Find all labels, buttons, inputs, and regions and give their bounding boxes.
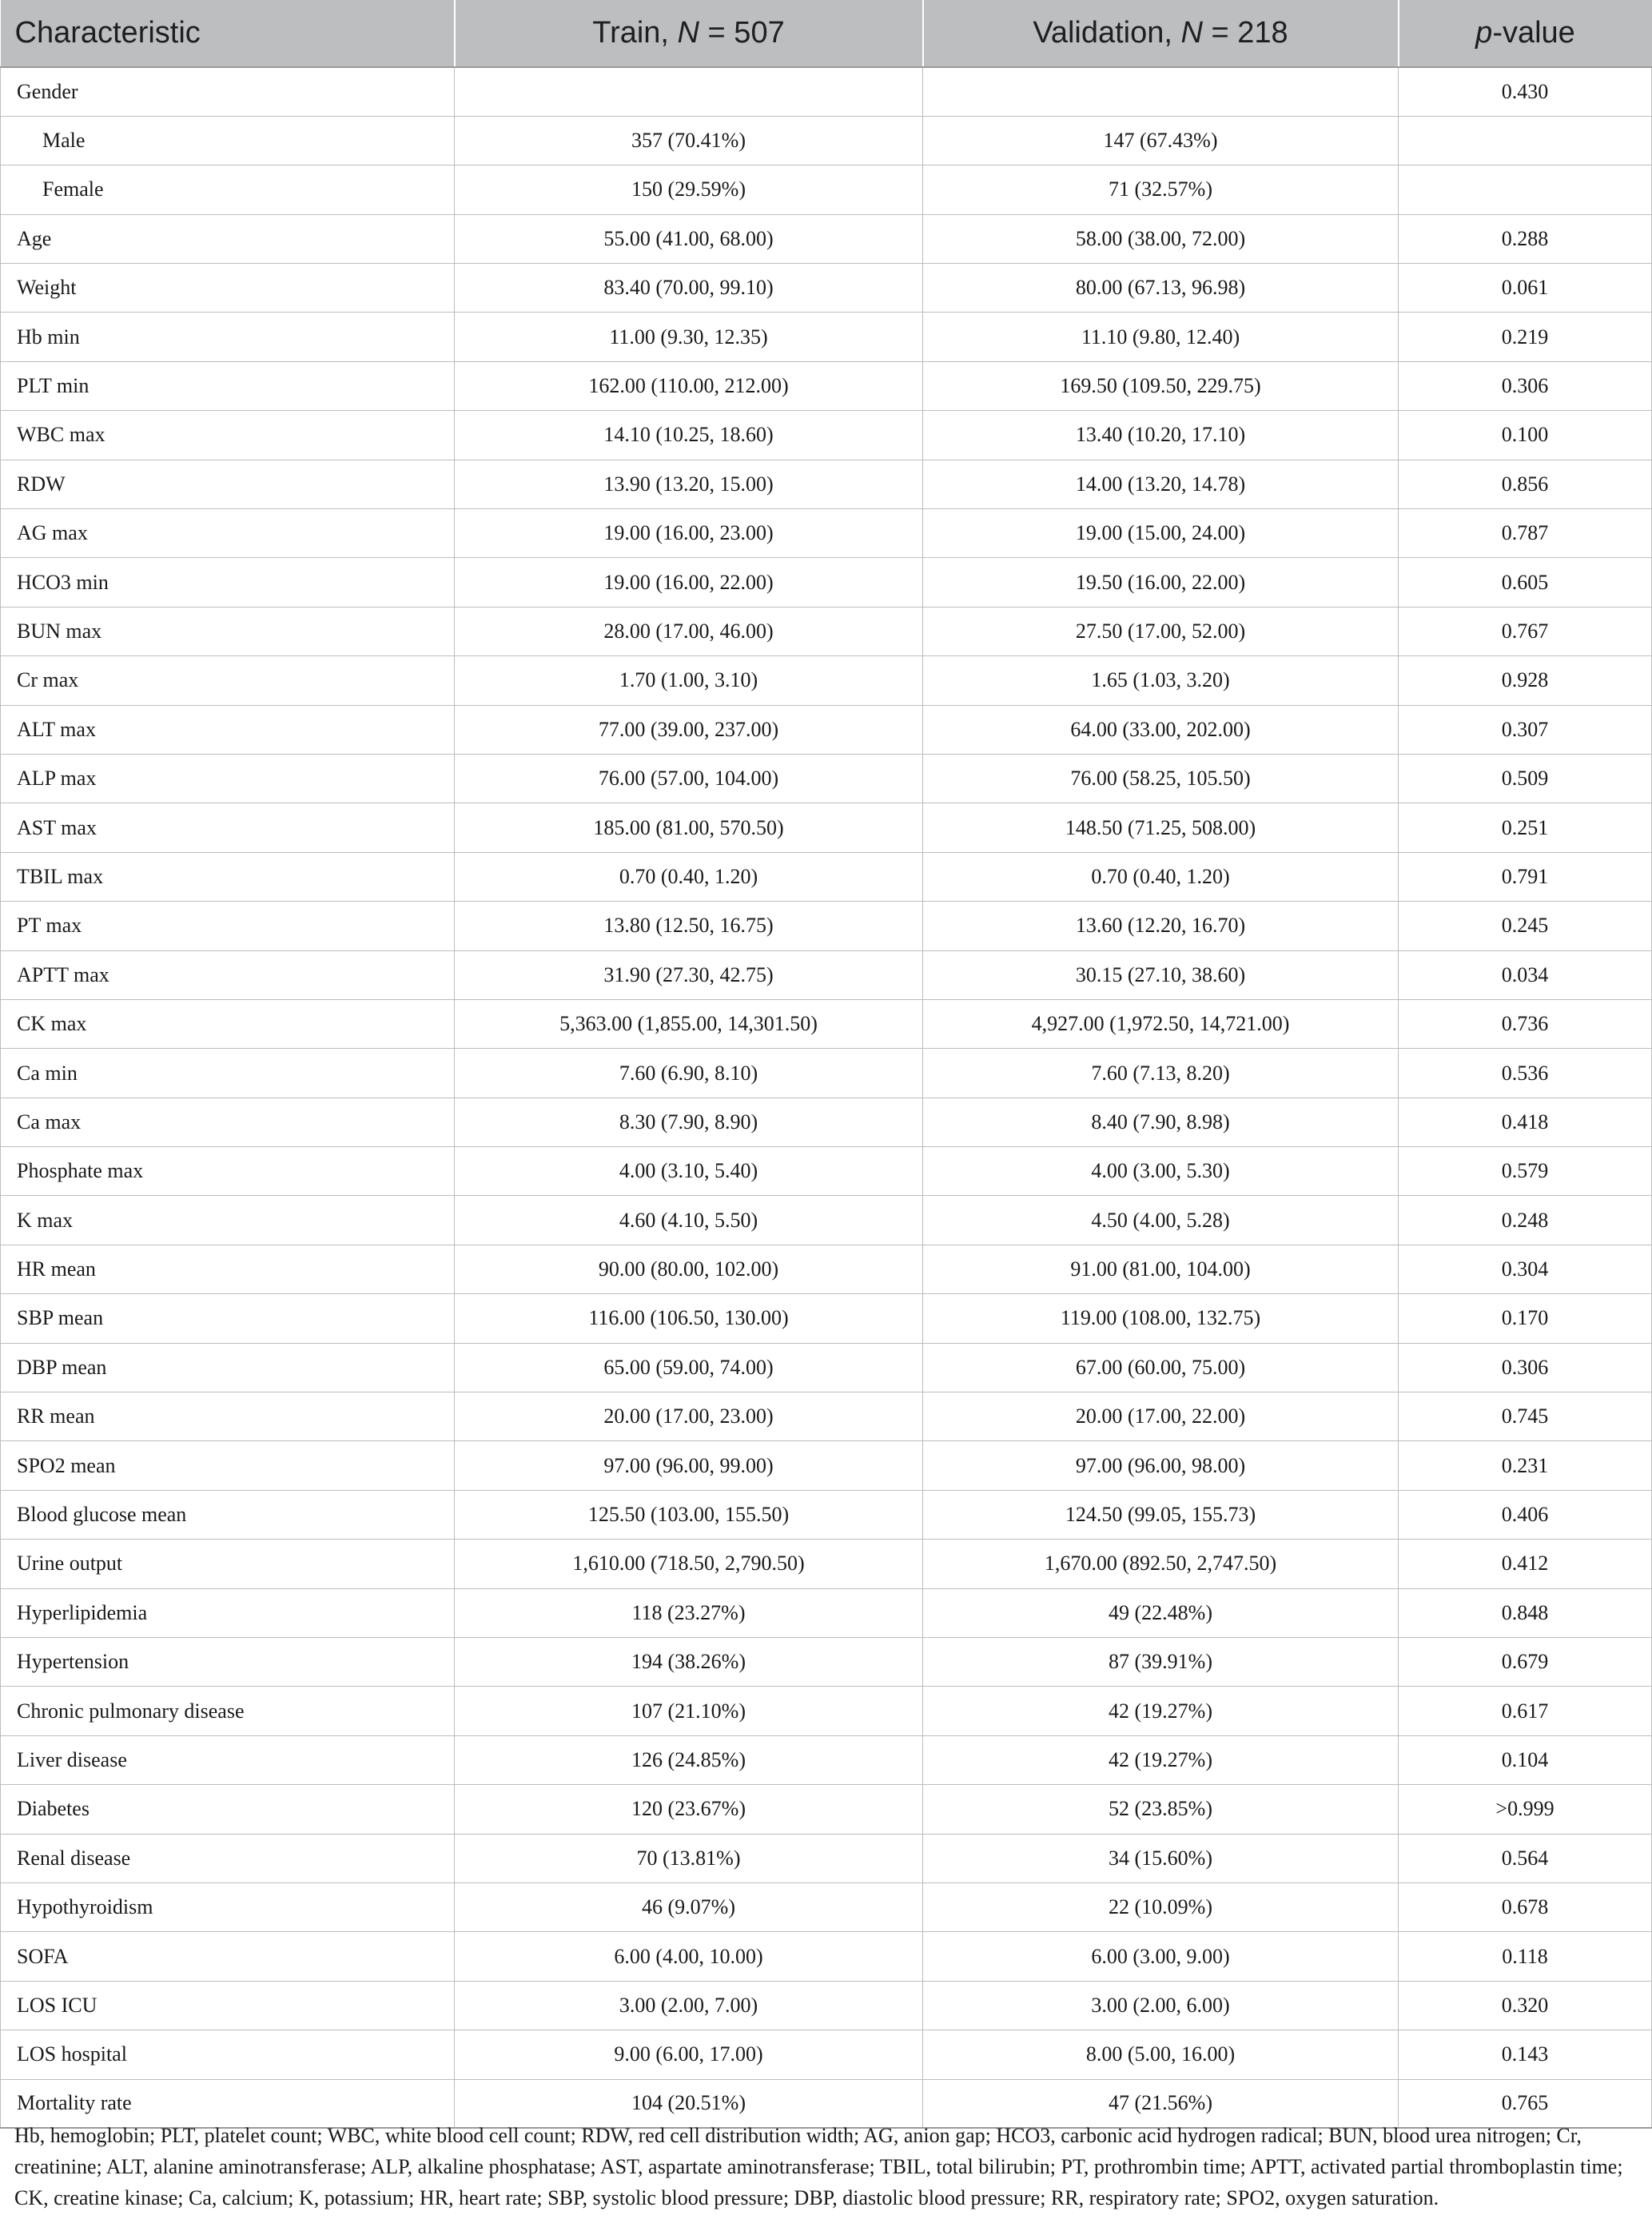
cell-validation: 49 (22.48%) [923, 1588, 1399, 1637]
cell-train: 65.00 (59.00, 74.00) [455, 1343, 923, 1392]
table-row [1, 1638, 1652, 1687]
cell-train: 118 (23.27%) [455, 1588, 923, 1637]
cell-pvalue: 0.767 [1399, 607, 1652, 655]
cell-pvalue: 0.928 [1399, 656, 1652, 705]
cell-characteristic: Hypothyroidism [1, 1882, 455, 1931]
cell-characteristic: DBP mean [1, 1343, 455, 1392]
cell-characteristic: APTT max [1, 950, 455, 999]
table-row [1, 1245, 1652, 1293]
cell-validation: 80.00 (67.13, 96.98) [923, 264, 1399, 313]
cell-pvalue: 0.219 [1399, 313, 1652, 361]
cell-train: 76.00 (57.00, 104.00) [455, 754, 923, 803]
cell-validation: 6.00 (3.00, 9.00) [923, 1932, 1399, 1981]
table-row [1, 705, 1652, 754]
cell-train: 120 (23.67%) [455, 1785, 923, 1834]
table-row [1, 1882, 1652, 1931]
cell-pvalue: 0.118 [1399, 1932, 1652, 1981]
table-row [1, 2030, 1652, 2079]
table-row [1, 411, 1652, 460]
cell-validation: 71 (32.57%) [923, 165, 1399, 214]
cell-train: 3.00 (2.00, 7.00) [455, 1981, 923, 2030]
cell-validation: 76.00 (58.25, 105.50) [923, 754, 1399, 803]
cell-characteristic: Ca max [1, 1098, 455, 1146]
cell-pvalue: 0.100 [1399, 411, 1652, 460]
table-row [1, 803, 1652, 852]
cell-train: 1,610.00 (718.50, 2,790.50) [455, 1540, 923, 1588]
cell-pvalue: 0.736 [1399, 999, 1652, 1048]
cell-validation: 19.50 (16.00, 22.00) [923, 558, 1399, 607]
table-row [1, 1294, 1652, 1343]
table-row [1, 313, 1652, 361]
table-row [1, 509, 1652, 558]
table-row [1, 214, 1652, 263]
cell-pvalue: 0.856 [1399, 460, 1652, 508]
cell-characteristic: LOS hospital [1, 2030, 455, 2079]
cell-train: 104 (20.51%) [455, 2079, 923, 2128]
cell-characteristic: Cr max [1, 656, 455, 705]
cell-validation: 19.00 (15.00, 24.00) [923, 509, 1399, 558]
cell-characteristic: Hb min [1, 313, 455, 361]
table-row [1, 116, 1652, 165]
cell-pvalue: 0.678 [1399, 1882, 1652, 1931]
cell-train: 150 (29.59%) [455, 165, 923, 214]
table-row [1, 1687, 1652, 1735]
cell-pvalue: 0.143 [1399, 2030, 1652, 2079]
cell-validation: 97.00 (96.00, 98.00) [923, 1441, 1399, 1490]
cell-validation: 1.65 (1.03, 3.20) [923, 656, 1399, 705]
cell-pvalue: 0.306 [1399, 1343, 1652, 1392]
cell-train: 1.70 (1.00, 3.10) [455, 656, 923, 705]
header-characteristic [1, 0, 455, 67]
cell-train: 9.00 (6.00, 17.00) [455, 2030, 923, 2079]
table-row [1, 558, 1652, 607]
cell-train [455, 67, 923, 116]
table-row [1, 950, 1652, 999]
cell-characteristic: SPO2 mean [1, 1441, 455, 1490]
cell-train: 5,363.00 (1,855.00, 14,301.50) [455, 999, 923, 1048]
cell-pvalue: 0.564 [1399, 1834, 1652, 1882]
header-pvalue-suffix: -value [1492, 16, 1575, 50]
cell-validation: 3.00 (2.00, 6.00) [923, 1981, 1399, 2030]
cell-validation: 148.50 (71.25, 508.00) [923, 803, 1399, 852]
cell-validation: 119.00 (108.00, 132.75) [923, 1294, 1399, 1343]
cell-train: 83.40 (70.00, 99.10) [455, 264, 923, 313]
cell-validation: 4,927.00 (1,972.50, 14,721.00) [923, 999, 1399, 1048]
cell-train: 6.00 (4.00, 10.00) [455, 1932, 923, 1981]
cell-characteristic: Renal disease [1, 1834, 455, 1882]
cell-validation: 124.50 (99.05, 155.73) [923, 1490, 1399, 1539]
header-train-prefix: Train, [592, 16, 678, 50]
cell-pvalue: 0.406 [1399, 1490, 1652, 1539]
cell-characteristic: Urine output [1, 1540, 455, 1588]
cell-train: 116.00 (106.50, 130.00) [455, 1294, 923, 1343]
header-validation-suffix: = 218 [1202, 16, 1288, 50]
cell-validation: 147 (67.43%) [923, 116, 1399, 165]
cell-characteristic: Mortality rate [1, 2079, 455, 2128]
cell-train: 357 (70.41%) [455, 116, 923, 165]
cell-validation: 13.40 (10.20, 17.10) [923, 411, 1399, 460]
cell-characteristic: HCO3 min [1, 558, 455, 607]
cell-validation: 27.50 (17.00, 52.00) [923, 607, 1399, 655]
cell-characteristic: AST max [1, 803, 455, 852]
cell-validation: 67.00 (60.00, 75.00) [923, 1343, 1399, 1392]
cell-characteristic: SBP mean [1, 1294, 455, 1343]
cell-characteristic: Diabetes [1, 1785, 455, 1834]
header-validation [923, 0, 1399, 67]
table-header [1, 0, 1652, 67]
header-train [455, 0, 923, 67]
table-row [1, 1147, 1652, 1196]
table-body [1, 67, 1652, 2128]
table-row [1, 1981, 1652, 2030]
cell-train: 8.30 (7.90, 8.90) [455, 1098, 923, 1146]
cell-characteristic: WBC max [1, 411, 455, 460]
table-row [1, 1196, 1652, 1245]
header-validation-prefix: Validation, [1033, 16, 1181, 50]
cell-characteristic: BUN max [1, 607, 455, 655]
cell-train: 90.00 (80.00, 102.00) [455, 1245, 923, 1293]
cell-pvalue: >0.999 [1399, 1785, 1652, 1834]
header-pvalue-p: p [1475, 16, 1493, 50]
cell-validation: 87 (39.91%) [923, 1638, 1399, 1687]
table-row [1, 1540, 1652, 1588]
cell-characteristic: Ca min [1, 1049, 455, 1098]
cell-pvalue: 0.251 [1399, 803, 1652, 852]
cell-validation: 30.15 (27.10, 38.60) [923, 950, 1399, 999]
cell-characteristic: SOFA [1, 1932, 455, 1981]
cell-validation: 169.50 (109.50, 229.75) [923, 361, 1399, 410]
table-row [1, 1441, 1652, 1490]
table-row [1, 1588, 1652, 1637]
cell-characteristic: Age [1, 214, 455, 263]
cell-validation: 42 (19.27%) [923, 1735, 1399, 1784]
cell-train: 4.60 (4.10, 5.50) [455, 1196, 923, 1245]
table-row [1, 852, 1652, 901]
cell-train: 13.90 (13.20, 15.00) [455, 460, 923, 508]
cell-train: 194 (38.26%) [455, 1638, 923, 1687]
cell-pvalue: 0.787 [1399, 509, 1652, 558]
cell-pvalue: 0.430 [1399, 67, 1652, 116]
header-characteristic-label: Characteristic [14, 16, 201, 50]
cell-pvalue: 0.617 [1399, 1687, 1652, 1735]
cell-validation: 42 (19.27%) [923, 1687, 1399, 1735]
cell-characteristic: Liver disease [1, 1735, 455, 1784]
table-row [1, 754, 1652, 803]
cell-train: 19.00 (16.00, 23.00) [455, 509, 923, 558]
header-pvalue [1399, 0, 1652, 67]
cell-characteristic: AG max [1, 509, 455, 558]
cell-validation: 52 (23.85%) [923, 1785, 1399, 1834]
cell-pvalue: 0.288 [1399, 214, 1652, 263]
cell-train: 0.70 (0.40, 1.20) [455, 852, 923, 901]
cell-validation: 14.00 (13.20, 14.78) [923, 460, 1399, 508]
cell-train: 77.00 (39.00, 237.00) [455, 705, 923, 754]
cell-validation: 1,670.00 (892.50, 2,747.50) [923, 1540, 1399, 1588]
cell-validation: 7.60 (7.13, 8.20) [923, 1049, 1399, 1098]
cell-characteristic: ALT max [1, 705, 455, 754]
cell-validation: 4.50 (4.00, 5.28) [923, 1196, 1399, 1245]
cell-pvalue: 0.104 [1399, 1735, 1652, 1784]
cell-characteristic: ALP max [1, 754, 455, 803]
table-row [1, 999, 1652, 1048]
cell-train: 28.00 (17.00, 46.00) [455, 607, 923, 655]
cell-pvalue: 0.745 [1399, 1392, 1652, 1441]
cell-validation: 20.00 (17.00, 22.00) [923, 1392, 1399, 1441]
cell-validation: 8.40 (7.90, 8.98) [923, 1098, 1399, 1146]
cell-pvalue: 0.412 [1399, 1540, 1652, 1588]
cell-train: 126 (24.85%) [455, 1735, 923, 1784]
cell-validation [923, 67, 1399, 116]
cell-characteristic: LOS ICU [1, 1981, 455, 2030]
cell-pvalue: 0.765 [1399, 2079, 1652, 2128]
table-row [1, 1392, 1652, 1441]
cell-characteristic: Female [1, 165, 455, 214]
cell-validation: 8.00 (5.00, 16.00) [923, 2030, 1399, 2079]
cell-train: 14.10 (10.25, 18.60) [455, 411, 923, 460]
cell-train: 97.00 (96.00, 99.00) [455, 1441, 923, 1490]
cell-pvalue: 0.231 [1399, 1441, 1652, 1490]
cell-pvalue: 0.034 [1399, 950, 1652, 999]
header-train-n: N [677, 16, 699, 50]
cell-pvalue [1399, 165, 1652, 214]
cell-characteristic: PT max [1, 902, 455, 950]
header-row [1, 0, 1652, 67]
cell-characteristic: Chronic pulmonary disease [1, 1687, 455, 1735]
cell-train: 20.00 (17.00, 23.00) [455, 1392, 923, 1441]
header-train-suffix: = 507 [699, 16, 785, 50]
table-row [1, 1834, 1652, 1882]
cell-train: 70 (13.81%) [455, 1834, 923, 1882]
cell-characteristic: RR mean [1, 1392, 455, 1441]
cell-pvalue: 0.245 [1399, 902, 1652, 950]
cell-pvalue: 0.791 [1399, 852, 1652, 901]
cell-train: 185.00 (81.00, 570.50) [455, 803, 923, 852]
cell-validation: 91.00 (81.00, 104.00) [923, 1245, 1399, 1293]
cell-pvalue: 0.061 [1399, 264, 1652, 313]
cell-characteristic: Hypertension [1, 1638, 455, 1687]
cell-pvalue: 0.579 [1399, 1147, 1652, 1196]
cell-characteristic: Blood glucose mean [1, 1490, 455, 1539]
table-row [1, 1490, 1652, 1539]
cell-pvalue: 0.848 [1399, 1588, 1652, 1637]
table-row [1, 165, 1652, 214]
cell-train: 13.80 (12.50, 16.75) [455, 902, 923, 950]
cell-pvalue: 0.509 [1399, 754, 1652, 803]
table-row [1, 460, 1652, 508]
cell-characteristic: TBIL max [1, 852, 455, 901]
cell-characteristic: Male [1, 116, 455, 165]
cell-pvalue: 0.418 [1399, 1098, 1652, 1146]
cell-pvalue: 0.679 [1399, 1638, 1652, 1687]
table-row [1, 1049, 1652, 1098]
cell-pvalue: 0.536 [1399, 1049, 1652, 1098]
cell-validation: 64.00 (33.00, 202.00) [923, 705, 1399, 754]
cell-validation: 13.60 (12.20, 16.70) [923, 902, 1399, 950]
table-row [1, 902, 1652, 950]
cell-characteristic: K max [1, 1196, 455, 1245]
cell-train: 11.00 (9.30, 12.35) [455, 313, 923, 361]
cell-pvalue: 0.307 [1399, 705, 1652, 754]
cell-train: 7.60 (6.90, 8.10) [455, 1049, 923, 1098]
cell-characteristic: Phosphate max [1, 1147, 455, 1196]
cell-characteristic: Gender [1, 67, 455, 116]
table-row [1, 361, 1652, 410]
cell-characteristic: RDW [1, 460, 455, 508]
table-row [1, 1343, 1652, 1392]
cell-pvalue: 0.248 [1399, 1196, 1652, 1245]
cell-train: 46 (9.07%) [455, 1882, 923, 1931]
cell-characteristic: HR mean [1, 1245, 455, 1293]
cell-validation: 11.10 (9.80, 12.40) [923, 313, 1399, 361]
cell-train: 125.50 (103.00, 155.50) [455, 1490, 923, 1539]
table-row [1, 656, 1652, 705]
cell-train: 31.90 (27.30, 42.75) [455, 950, 923, 999]
cell-pvalue [1399, 116, 1652, 165]
table-row [1, 1098, 1652, 1146]
header-validation-n: N [1180, 16, 1203, 50]
cell-characteristic: Weight [1, 264, 455, 313]
cell-train: 19.00 (16.00, 22.00) [455, 558, 923, 607]
cell-validation: 58.00 (38.00, 72.00) [923, 214, 1399, 263]
cell-train: 107 (21.10%) [455, 1687, 923, 1735]
cell-validation: 47 (21.56%) [923, 2079, 1399, 2128]
cell-train: 4.00 (3.10, 5.40) [455, 1147, 923, 1196]
cell-validation: 22 (10.09%) [923, 1882, 1399, 1931]
table-footnote: Hb, hemoglobin; PLT, platelet count; WBC, white blood cell count; RDW, red cell distribution width; AG, anion gap; HCO3, carbonic acid hydrogen radical; BUN, blood urea nitrogen; Cr, creatinine; ALT, alanine aminotransferase; ALP, alkaline phosphatase; AST, aspartate aminotransferase; TBIL, total bilirubin; PT, prothrombin time; APTT, activated partial thromboplastin time; CK, creatine kinase; Ca, calcium; K, potassium; HR, heart rate; SBP, systolic blood pressure; DBP, diastolic blood pressure; RR, respiratory rate; SPO2, oxygen saturation. [14, 2124, 1623, 2209]
cell-validation: 4.00 (3.00, 5.30) [923, 1147, 1399, 1196]
cell-pvalue: 0.304 [1399, 1245, 1652, 1293]
table-row [1, 67, 1652, 116]
cell-validation: 34 (15.60%) [923, 1834, 1399, 1882]
table-row [1, 264, 1652, 313]
cell-pvalue: 0.170 [1399, 1294, 1652, 1343]
cell-train: 162.00 (110.00, 212.00) [455, 361, 923, 410]
table-row [1, 1932, 1652, 1981]
cell-characteristic: PLT min [1, 361, 455, 410]
table-row [1, 1785, 1652, 1834]
table-row [1, 1735, 1652, 1784]
table-row [1, 607, 1652, 655]
cell-train: 55.00 (41.00, 68.00) [455, 214, 923, 263]
cell-pvalue: 0.605 [1399, 558, 1652, 607]
cell-characteristic: Hyperlipidemia [1, 1588, 455, 1637]
cell-pvalue: 0.306 [1399, 361, 1652, 410]
cell-validation: 0.70 (0.40, 1.20) [923, 852, 1399, 901]
cell-pvalue: 0.320 [1399, 1981, 1652, 2030]
cell-characteristic: CK max [1, 999, 455, 1048]
